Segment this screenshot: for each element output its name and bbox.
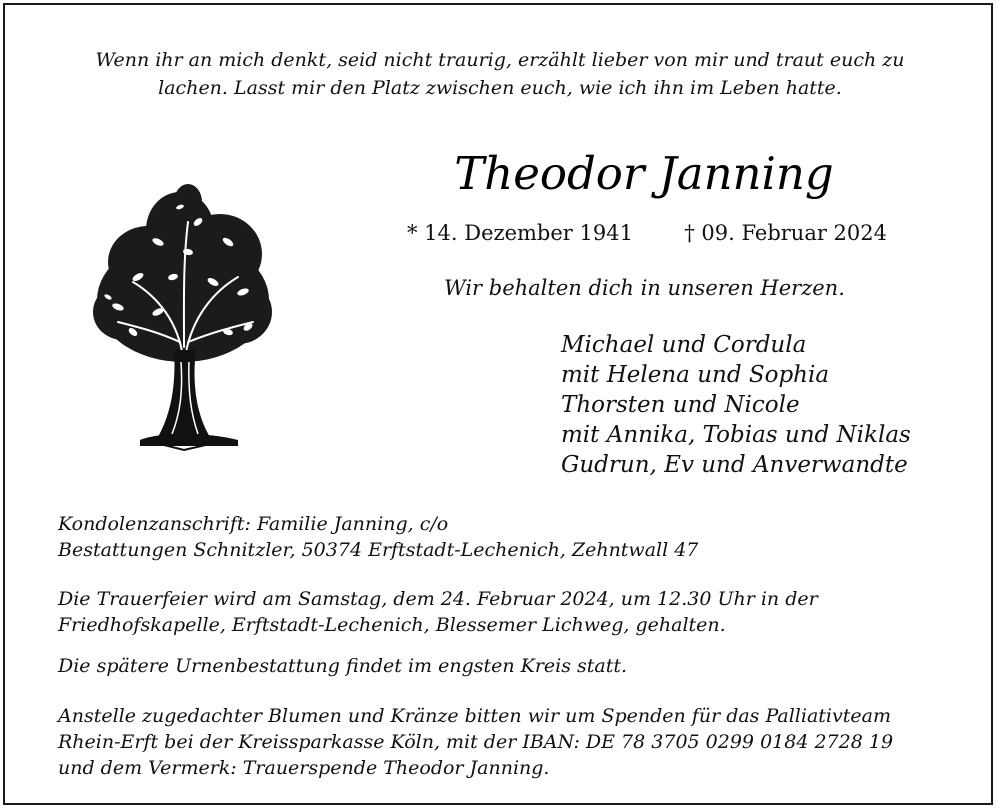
tree-icon [88,182,278,458]
birth-date: * 14. Dezember 1941 [407,221,633,245]
funeral-line-2: Friedhofskapelle, Erftstadt-Lechenich, Blessemer Lichweg, gehalten. [58,614,726,636]
funeral-line-1: Die Trauerfeier wird am Samstag, dem 24. Februar 2024, um 12.30 Uhr in der [58,588,818,610]
death-date: † 09. Februar 2024 [684,221,887,245]
opening-quote [40,46,960,102]
family-line-1: Michael und Cordula [561,332,807,358]
donation-notice [58,703,958,781]
life-dates [407,218,887,248]
family-list [561,330,981,480]
motto: Wir behalten dich in unseren Herzen. [444,276,845,300]
funeral-notice [58,586,958,638]
donation-line-1: Anstelle zugedachter Blumen und Kränze bitten wir um Spenden für das Palliativteam [58,705,891,727]
urn-burial-notice [58,653,958,679]
quote-line-2: lachen. Lasst mir den Platz zwischen euch, wie ich ihn im Leben hatte. [158,77,842,99]
family-line-4: mit Annika, Tobias und Niklas [561,422,911,448]
family-line-2: mit Helena und Sophia [561,362,830,388]
condolence-line-1: Kondolenzanschrift: Familie Janning, c/o [58,513,449,535]
deceased-name: Theodor Janning [454,147,834,200]
condolence-address [58,511,958,563]
family-line-5: Gudrun, Ev und Anverwandte [561,452,908,478]
donation-line-2: Rhein-Erft bei der Kreissparkasse Köln, mit der IBAN: DE 78 3705 0299 0184 2728 19 [58,731,894,753]
family-line-3: Thorsten und Nicole [561,392,800,418]
donation-line-3: und dem Vermerk: Trauerspende Theodor Janning. [58,757,550,779]
quote-line-1: Wenn ihr an mich denkt, seid nicht traurig, erzählt lieber von mir und traut euch zu [95,49,905,71]
urn-line-1: Die spätere Urnenbestattung findet im engsten Kreis statt. [58,655,628,677]
condolence-line-2: Bestattungen Schnitzler, 50374 Erftstadt-Lechenich, Zehntwall 47 [58,539,699,561]
